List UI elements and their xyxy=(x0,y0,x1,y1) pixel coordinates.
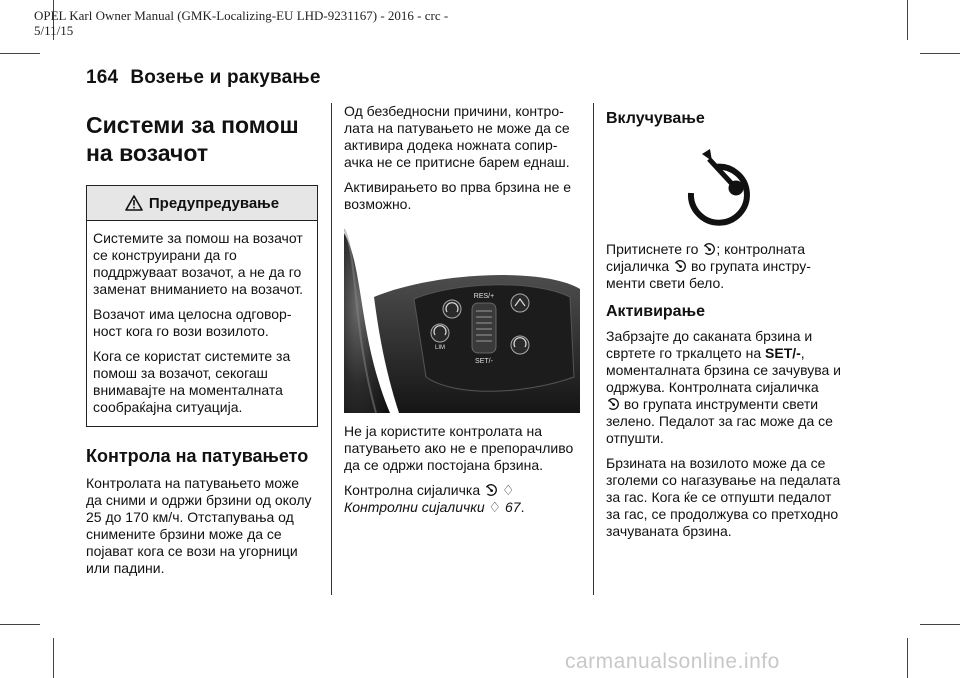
set-button-label: SET/- xyxy=(765,345,801,361)
warning-body xyxy=(87,221,317,426)
crop-mark xyxy=(0,53,40,54)
res-label: RES/+ xyxy=(473,293,495,300)
switch-on-paragraph xyxy=(606,241,842,292)
column-1 xyxy=(86,103,318,585)
crop-mark xyxy=(0,624,40,625)
reference-suffix: . xyxy=(520,499,525,515)
cruise-control-icon xyxy=(702,242,716,256)
arrow-icon: ♢ xyxy=(501,482,515,498)
warning-paragraph: Возачот има целосна одговорност кога го вози возилото. xyxy=(93,306,292,339)
text-fragment: во групата инструменти свети зелено. Педалот за гас може да се отпушти. xyxy=(606,396,833,446)
cruise-control-icon xyxy=(606,397,620,411)
page-number: 164 xyxy=(86,67,119,88)
crop-mark xyxy=(53,638,54,678)
lim-label: LIM xyxy=(434,345,446,351)
steering-wheel-image xyxy=(344,227,580,413)
reference-link[interactable]: Контролни сијалички xyxy=(344,499,485,515)
watermark: carmanualsonline.info xyxy=(565,650,780,673)
crop-mark xyxy=(920,624,960,625)
crop-mark xyxy=(907,0,908,40)
section-title-line-1: Системи за помош xyxy=(86,112,299,138)
section-title xyxy=(86,111,318,167)
cruise-control-paragraph: Контролата на патувањето може да сними и одржи брзини од околу 25 до 170 км/ч. Отстапувања од снимените брзини може да се појават кога се вози на угорници или падини. xyxy=(86,475,312,576)
body-paragraph: Не ја користите контролата на патувањето ако не е препорачливо да се одржи постојана брзина. xyxy=(344,423,574,473)
crop-mark xyxy=(920,53,960,54)
crop-mark xyxy=(907,638,908,678)
warning-paragraph: Кога се користат системите за помош за возачот, секогаш внимавајте на моменталната сообраќајна ситуација. xyxy=(93,348,291,415)
body-paragraph: Активирањето во прва брзина не е возможно. xyxy=(344,179,572,212)
column-2 xyxy=(344,103,580,524)
cruise-control-title: Контрола на патувањето xyxy=(86,446,309,466)
cruise-control-icon xyxy=(673,259,687,273)
arrow-icon: ♢ xyxy=(488,499,502,515)
column-divider xyxy=(331,103,332,595)
text-fragment: во групата инструменти свети бело. xyxy=(606,258,811,291)
warning-box xyxy=(86,185,318,427)
warning-triangle-icon xyxy=(125,195,143,211)
column-3 xyxy=(606,103,842,548)
chapter-title: Возење и ракување xyxy=(130,67,321,88)
warning-paragraph: Системите за помош на возачот се конструирани да го поддржуваат возачот, а не да го заменат вниманието на возачот. xyxy=(93,230,304,297)
reference-page[interactable]: 67 xyxy=(504,499,521,515)
activate-title: Активирање xyxy=(606,303,705,320)
section-title-line-2: на возачот xyxy=(86,140,209,166)
body-paragraph: Од безбедносни причини, контролата на патувањето не може да се активира додека ножната сопирачка не се притисне барем еднаш. xyxy=(344,103,570,170)
warning-header xyxy=(87,186,317,221)
cruise-control-icon xyxy=(669,147,779,227)
document-header xyxy=(34,8,448,38)
cruise-control-icon xyxy=(484,483,498,497)
text-fragment: , моменталната брзина се зачувува и одржува. Контролната сијаличка xyxy=(606,345,841,395)
column-divider xyxy=(593,103,594,595)
header-line-1: OPEL Karl Owner Manual (GMK-Localizing-EU LHD-9231167) - 2016 - crc - xyxy=(34,8,449,23)
body-paragraph: Брзината на возилото може да се зголеми со нагазување на педалата за гас. Кога ќе се отпушти педалот за гас, се продолжува со претходно зачуваната брзина. xyxy=(606,455,841,539)
reference-lead: Контролна сијаличка xyxy=(344,482,481,498)
activate-paragraph xyxy=(606,328,842,447)
control-lamp-reference xyxy=(344,482,580,516)
warning-label: Предупредување xyxy=(148,194,280,212)
text-fragment: Притиснете го xyxy=(606,241,699,257)
header-line-2: 5/11/15 xyxy=(34,23,74,38)
text-fragment: ; контролната сијаличка xyxy=(606,241,806,274)
text-fragment: Забрзајте до саканата брзина и свртете го тркалцето на xyxy=(606,328,813,361)
page-heading xyxy=(86,67,333,89)
set-label: SET/- xyxy=(475,358,493,365)
switch-on-title: Вклучување xyxy=(606,110,705,127)
